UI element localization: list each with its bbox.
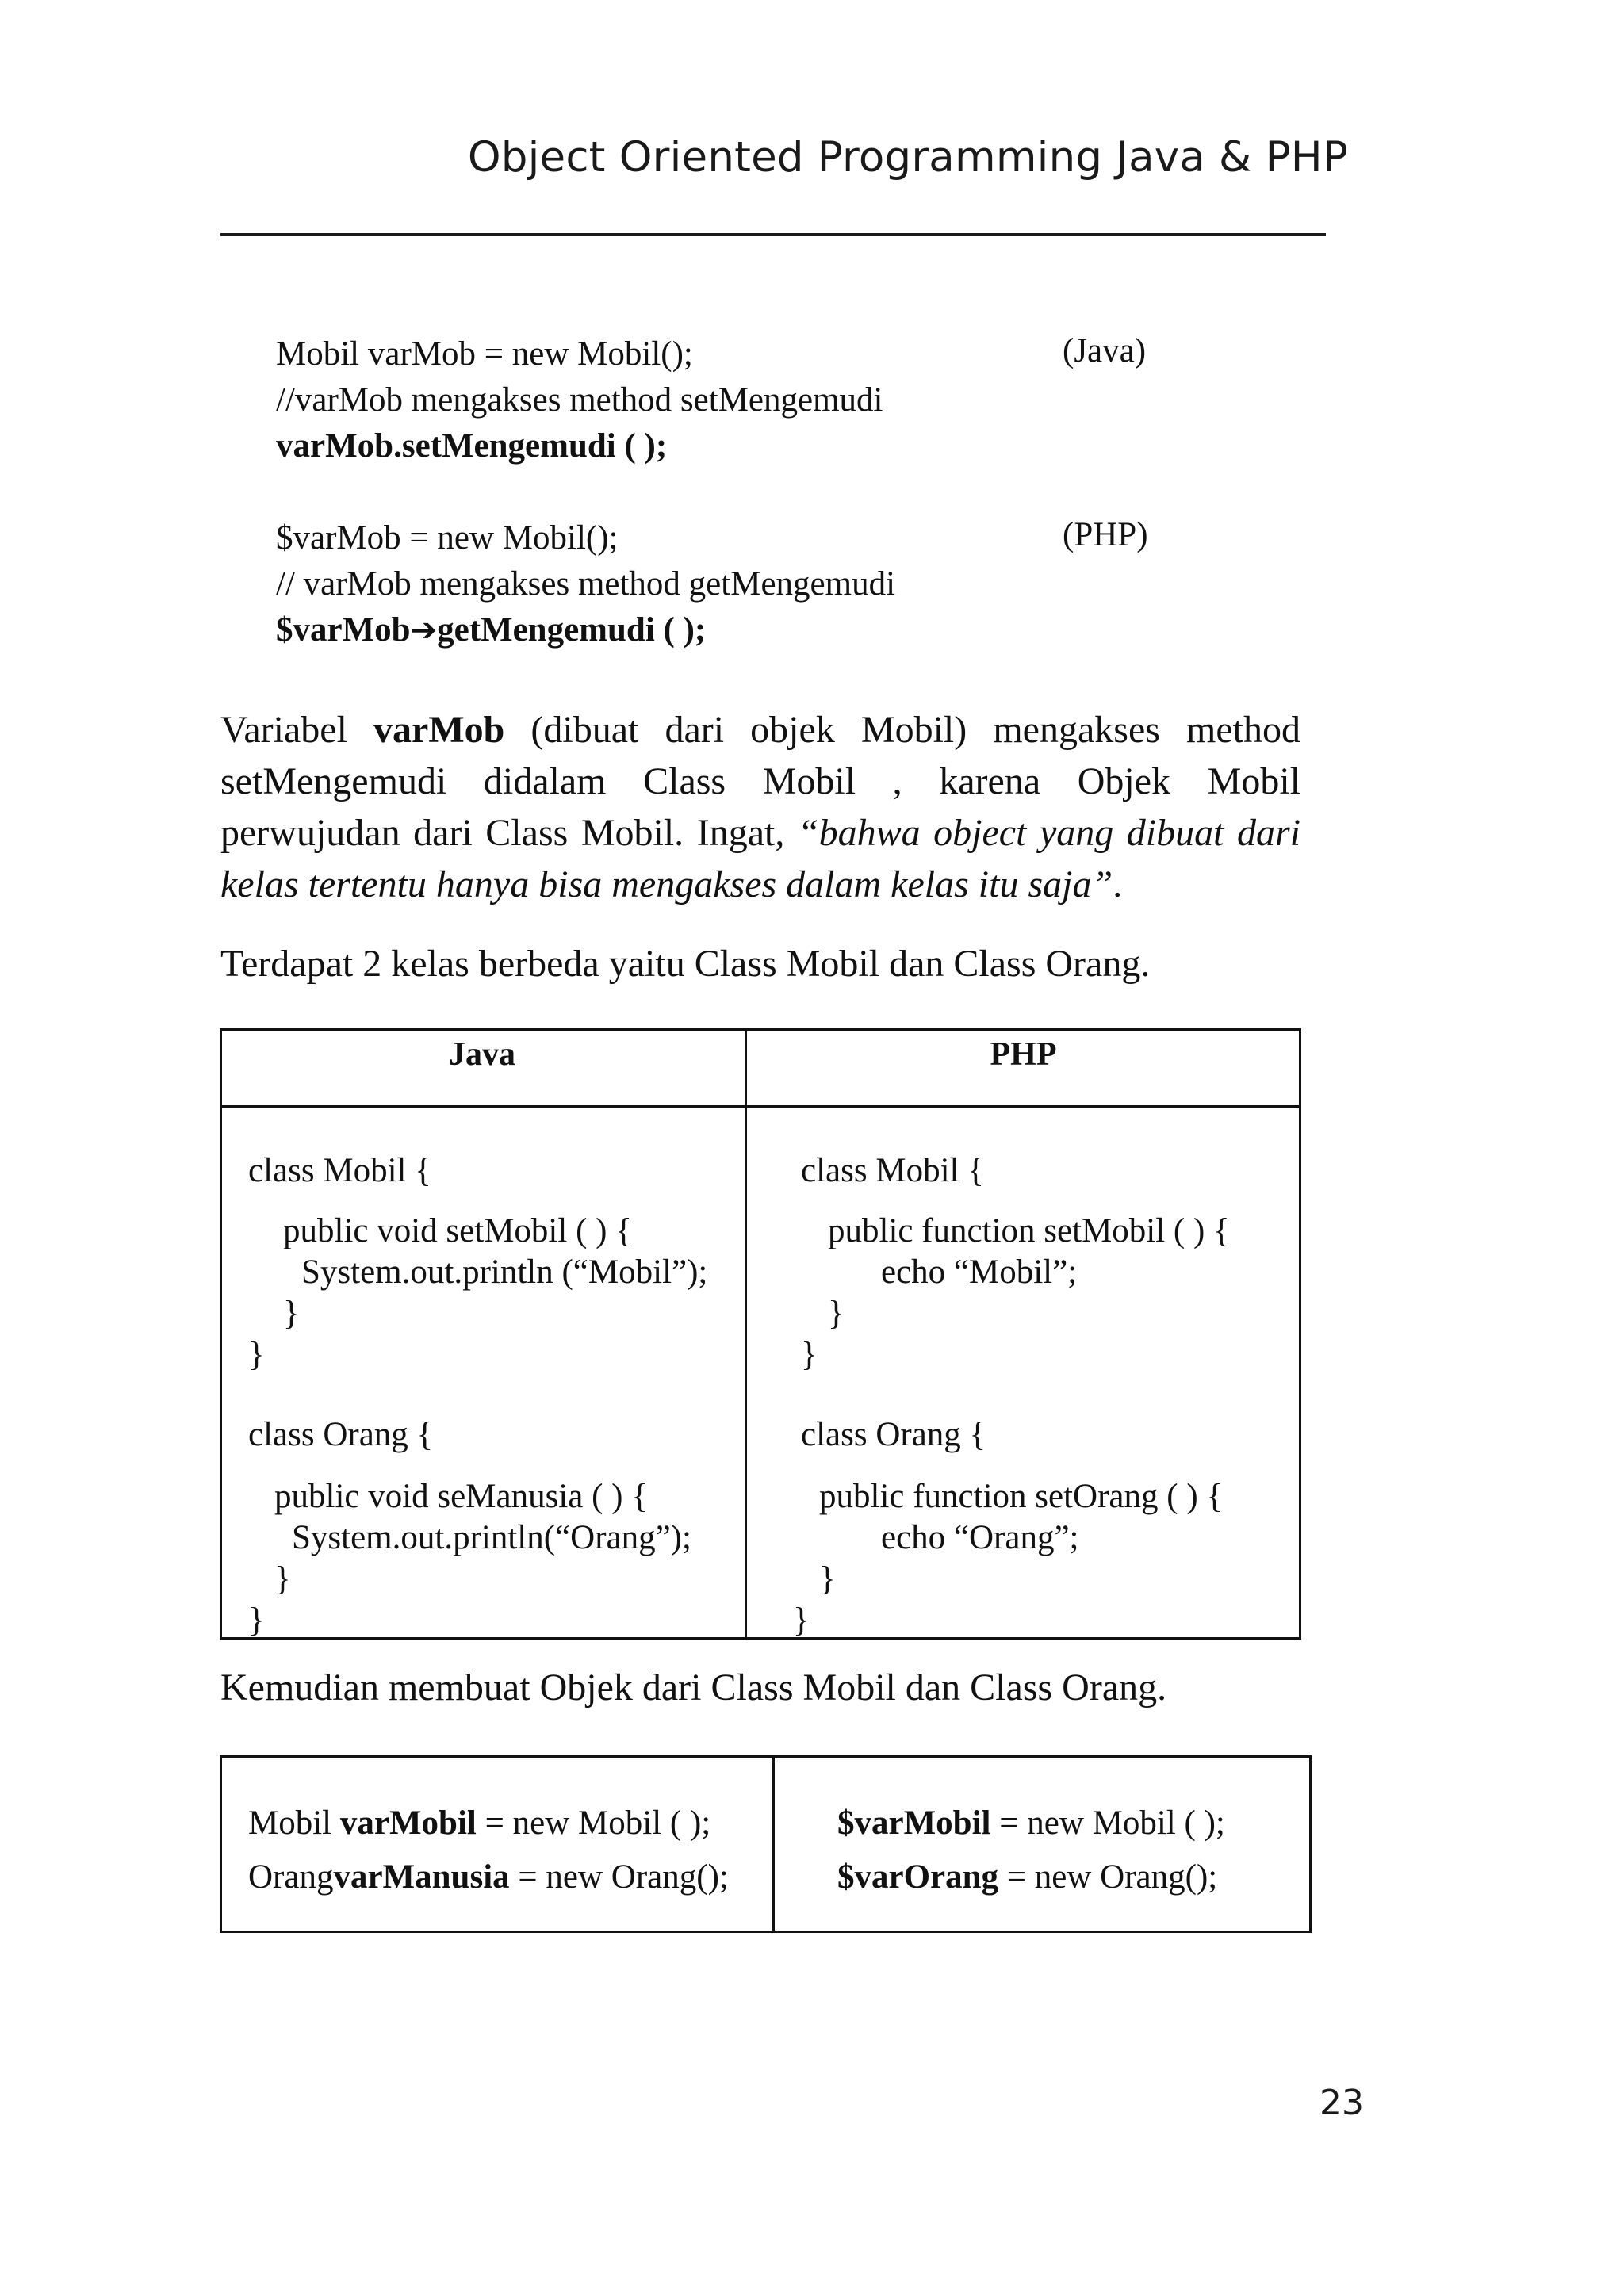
- java-code-line: }: [283, 1295, 300, 1332]
- php-code-line: public function setOrang ( ) {: [819, 1478, 1224, 1515]
- p1-text: perwujudan dari Class Mobil. Ingat,: [220, 812, 785, 854]
- p1-quote: “bahwa object yang dibuat dari: [797, 812, 1301, 854]
- java-code-line: public void setMobil ( ) {: [283, 1212, 632, 1249]
- p1-text: .: [1113, 863, 1123, 905]
- java-type: Orang: [248, 1858, 334, 1896]
- header-divider: [220, 233, 1326, 236]
- code-php-line-3: [276, 607, 706, 653]
- php-var: $varOrang: [837, 1858, 999, 1896]
- java-code-line: public void seManusia ( ) {: [274, 1478, 648, 1515]
- table-2-column-divider: [772, 1755, 775, 1933]
- paragraph-3: Kemudian membuat Objek dari Class Mobil dan Class Orang.: [220, 1667, 1167, 1709]
- page-number: 23: [1320, 2083, 1364, 2123]
- p1-text: (dibuat dari objek Mobil) mengakses method: [530, 709, 1301, 751]
- java-code-line: System.out.println (“Mobil”);: [301, 1253, 708, 1291]
- php-code-line: class Mobil {: [801, 1152, 984, 1189]
- php-code-line: public function setMobil ( ) {: [828, 1212, 1230, 1249]
- table-header-divider: [220, 1105, 1301, 1108]
- code-php-tag: (PHP): [1063, 516, 1148, 553]
- java-code-line: class Mobil {: [248, 1152, 431, 1189]
- code-php-line-1: $varMob = new Mobil();: [276, 519, 619, 557]
- java-code-line: System.out.println(“Orang”);: [292, 1519, 691, 1556]
- php-code-line: }: [819, 1560, 836, 1598]
- p1-keyword: varMob: [373, 709, 505, 751]
- java-var: varMobil: [339, 1804, 477, 1842]
- php-code-line: }: [793, 1601, 810, 1639]
- p1-text: Variabel: [220, 709, 347, 751]
- java-expr: = new Mobil ( );: [476, 1804, 711, 1842]
- php-var: $varMobil: [837, 1804, 991, 1842]
- java-type: Mobil: [248, 1804, 340, 1842]
- paragraph-1-line-3: [220, 807, 1300, 859]
- p1-quote: kelas tertentu hanya bisa mengakses dalam kelas itu saja”: [220, 863, 1113, 905]
- java-code-line: }: [248, 1336, 265, 1373]
- java-expr: = new Orang();: [509, 1858, 729, 1896]
- paragraph-1-line-1: [220, 704, 1300, 756]
- code-php-call: getMengemudi ( );: [437, 611, 707, 649]
- table-header-java: Java: [449, 1036, 515, 1073]
- php-code-line: echo “Mobil”;: [881, 1253, 1078, 1291]
- arrow-icon: ➔: [410, 612, 438, 649]
- paragraph-1-line-4: [220, 859, 1300, 910]
- object-creation-table: [220, 1755, 1312, 1933]
- java-code-line: class Orang {: [248, 1416, 434, 1453]
- code-java-line-1: Mobil varMob = new Mobil();: [276, 335, 693, 373]
- paragraph-2: Terdapat 2 kelas berbeda yaitu Class Mobil dan Class Orang.: [220, 943, 1151, 985]
- running-header-title: Object Oriented Programming Java & PHP: [467, 133, 1348, 182]
- code-java-line-2: //varMob mengakses method setMengemudi: [276, 381, 883, 419]
- php-object-line: [837, 1803, 1225, 1844]
- php-expr: = new Orang();: [998, 1858, 1218, 1896]
- code-php-var: $varMob: [276, 611, 411, 649]
- code-php-line-2: // varMob mengakses method getMengemudi: [276, 565, 896, 603]
- paragraph-1: [220, 704, 1300, 910]
- table-header-php: PHP: [990, 1036, 1057, 1073]
- php-code-line: }: [801, 1336, 818, 1373]
- code-java-tag: (Java): [1063, 332, 1147, 369]
- java-code-line: }: [274, 1560, 291, 1598]
- java-object-line: [248, 1857, 729, 1898]
- java-code-line: }: [248, 1601, 265, 1639]
- table-column-divider: [745, 1028, 747, 1640]
- java-object-line: [248, 1803, 710, 1844]
- php-object-line: [837, 1857, 1217, 1898]
- php-code-line: echo “Orang”;: [881, 1519, 1079, 1556]
- paragraph-1-line-2: setMengemudi didalam Class Mobil , karena Objek Mobil: [220, 760, 1300, 802]
- php-code-line: class Orang {: [801, 1416, 986, 1453]
- java-var: varManusia: [333, 1858, 510, 1896]
- php-code-line: }: [828, 1295, 845, 1332]
- php-expr: = new Mobil ( );: [990, 1804, 1225, 1842]
- code-java-line-3: varMob.setMengemudi ( );: [276, 427, 668, 465]
